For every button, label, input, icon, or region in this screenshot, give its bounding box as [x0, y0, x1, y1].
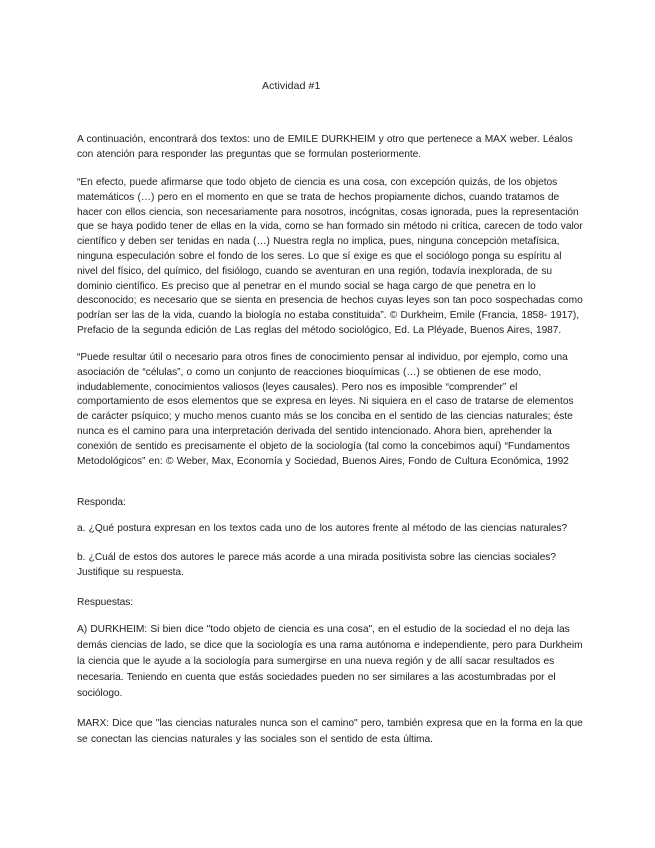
respuestas-heading: Respuestas: — [77, 597, 134, 608]
durkheim-quote-text: “En efecto, puede afirmarse que todo objeto de ciencia es una cosa, con excepción quizás, de los objetos matemáticos (…) pero en el momento en que se trata de hechos propiamente dichos, cuando tratamos de hacer con ellos ciencia, son necesariamente para nosotros, incógnitas, cosas ignorada, pues la representación que se haya podido tener de ellas en la vida, como se han formado sin método ni crítica, carecen de todo valor científico y deben ser tenidas en nada (…) Nuestra regla no implica, pues, ninguna concepción metafísica, ninguna especulación sobre el fondo de los seres. Lo que sí exige es que el sociólogo ponga su espíritu al nivel del físico, del químico, del fisiólogo, cuando se aventuran en una región, todavía inexplorada, de su dominio científico. Es preciso que al penetrar en el mundo social se haga cargo de que penetra en lo desconocido; es necesario que se sienta en presencia de hechos cuyas leyes son tan poco sospechadas como podrían ser las de la vida, cuando la biología no estaba constituida”. © Durkheim, Emile (Francia, 1858- 1917), Prefacio de la segunda edición de Las reglas del método sociológico, Ed. La Pléyade, Buenos Aires, 1987. — [77, 177, 583, 336]
weber-quote-text: “Puede resultar útil o necesario para otros fines de conocimiento pensar al individuo, por ejemplo, como una asociación de “células”, o como un conjunto de reacciones bioquímicas (…) se obtienen de ese modo, indudablemente, conocimientos valiosos (leyes causales). Pero nos es imposible “comprender” el comportamiento de esos elementos que se expresa en leyes. Ni siquiera en el caso de tratarse de elementos de carácter psíquico; y mucho menos cuanto más se los conciba en el sentido de las ciencias naturales; éste nunca es el camino para una interpretación derivada del sentido intencionado. Ahora bien, aprehender la conexión de sentido es precisamente el objeto de la sociología (tal como la concebimos aquí) “Fundamentos Metodológicos” en: © Weber, Max, Economía y Sociedad, Buenos Aires, Fondo de Cultura Económica, 1992 — [77, 352, 574, 467]
question-b: b. ¿Cuál de estos dos autores le parece más acorde a una mirada positivista sobre las ciencias sociales? Justifique su respuesta. — [77, 552, 556, 578]
answer-marx: MARX: Dice que "las ciencias naturales nunca son el camino" pero, también expresa que en la forma en la que se conectan las ciencias naturales y las sociales son el sentido de esta última. — [77, 718, 583, 745]
answer-durkheim: A) DURKHEIM: Si bien dice "todo objeto de ciencia es una cosa", en el estudio de la sociedad el no deja las demás ciencias de lado, se dice que la sociología es una rama autónoma e independiente, pero para Durkheim la ciencia que le ayude a la sociología para sumergirse en una nueva región y de allí sacar resultados es necesaria. Teniendo en cuenta que estás sociedades pueden no ser similares a las acostumbradas por el sociólogo. — [77, 624, 583, 699]
durkheim-quote — [77, 176, 585, 339]
intro-text: A continuación, encontrará dos textos: uno de EMILE DURKHEIM y otro que pertenece a MAX weber. Léalos con atención para responder las preguntas que se formulan posteriormente. — [77, 134, 573, 161]
intro-paragraph — [77, 132, 585, 162]
page-title: Actividad #1 — [262, 80, 321, 92]
responda-heading: Responda: — [77, 497, 126, 508]
weber-quote — [77, 351, 585, 469]
question-a: a. ¿Qué postura expresan en los textos cada uno de los autores frente al método de las ciencias naturales? — [77, 523, 568, 534]
